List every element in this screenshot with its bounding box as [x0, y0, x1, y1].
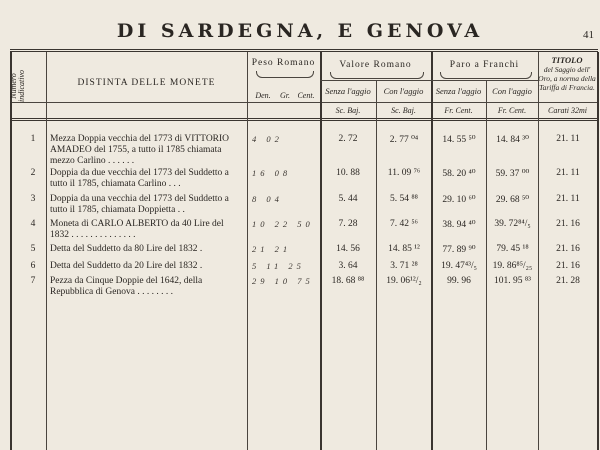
paro-senza-value: 38. 94 ⁴⁰ — [442, 220, 476, 230]
peso-romano-header: Peso Romano — [251, 58, 316, 68]
header-mid-rule — [10, 102, 598, 103]
paro-senza-value: 77. 89 ⁹⁰ — [442, 245, 476, 255]
frame-right — [597, 52, 599, 450]
peso-unit-gr: Gr. — [279, 91, 290, 100]
valore-con-value: 2. 77 ⁰⁴ — [389, 135, 419, 145]
paro-con-value: 29. 68 ⁵⁰ — [495, 195, 530, 205]
valore-con-value: 3. 71 ²⁸ — [390, 261, 418, 271]
paro-con-value: 79. 45 ¹⁸ — [496, 244, 529, 254]
coin-description: Doppia da due vecchia del 1773 del Suddetto a tutto il 1785, chiamata Carlino . . . — [50, 168, 229, 189]
numero-indicativo-header: Numero indicativo — [9, 70, 26, 102]
col-divider — [247, 52, 248, 450]
titolo-value: 21. 11 — [556, 168, 580, 178]
peso-romano-value: 29 10 75 — [252, 276, 314, 286]
header-bottom-rule — [10, 118, 598, 121]
peso-romano-value: 4 02 — [252, 134, 283, 144]
coin-description: Mezza Doppia vecchia del 1773 di VITTORIO AMADEO del 1755, a tutto il 1785 chiamata mezzo Carlino . . . . . . — [50, 134, 230, 166]
row-number: 5 — [30, 244, 36, 254]
paro-senza-value: 99. 96 — [447, 276, 471, 286]
valore-con-value: 19. 06¹²/₂ — [386, 276, 422, 286]
header-top-rule — [10, 49, 598, 52]
paro-con-value: 59. 37 ⁰⁰ — [495, 169, 530, 179]
titolo-value: 21. 11 — [556, 134, 580, 144]
titolo-value: 21. 16 — [556, 261, 580, 271]
valore-senza-value: 2. 72 — [338, 134, 358, 144]
paro-senza-header: Senza l'aggio — [435, 86, 482, 96]
valore-con-value: 7. 42 ⁵⁶ — [390, 219, 418, 229]
unit-fr-cent: Fr. Cent. — [497, 106, 527, 115]
titolo-label: TITOLO — [551, 55, 583, 65]
unit-fr-cent: Fr. Cent. — [444, 106, 473, 115]
valore-senza-value: 10. 88 — [336, 168, 360, 178]
peso-unit-den: Den. — [255, 91, 271, 100]
coin-description: Doppia da una vecchia del 1773 del Suddetto a tutto il 1785, chiamata Doppietta . . — [50, 194, 229, 215]
peso-romano-value: 10 22 50 — [252, 219, 314, 229]
peso-romano-value: 16 08 — [252, 168, 292, 178]
valore-con-value: 11. 09 ⁷⁶ — [387, 168, 421, 178]
brace — [440, 72, 532, 79]
valore-senza-value: 3. 64 — [338, 261, 358, 271]
page-number: 41 — [583, 29, 594, 41]
valore-senza-value: 18. 68 ⁸⁸ — [331, 276, 365, 286]
peso-romano-value: 5 11 25 — [252, 261, 305, 271]
coin-description: Detta del Suddetto da 80 Lire del 1832 . — [50, 244, 203, 254]
paro-con-value: 19. 86⁸⁵/₂₅ — [492, 261, 533, 271]
col-divider — [46, 52, 47, 450]
peso-romano-value: 21 21 — [252, 244, 292, 254]
valore-romano-header: Valore Romano — [339, 60, 412, 70]
titolo-text: del Saggio dell' Oro, a norma della Tariffa di Francia. — [538, 65, 596, 92]
unit-sc-baj: Sc. Baj. — [335, 106, 361, 115]
row-number: 1 — [30, 134, 36, 144]
unit-sc-baj: Sc. Baj. — [391, 106, 416, 115]
coin-description: Detta del Suddetto da 20 Lire del 1832 . — [50, 261, 203, 271]
paro-senza-value: 58. 20 ⁴⁰ — [442, 169, 476, 179]
row-number: 7 — [30, 276, 36, 286]
titolo-value: 21. 16 — [556, 219, 580, 229]
valore-senza-header: Senza l'aggio — [325, 86, 371, 96]
peso-romano-value: 8 04 — [252, 194, 283, 204]
valore-con-value: 14. 85 ¹² — [388, 244, 420, 254]
peso-unit-cent: Cent. — [297, 91, 315, 100]
page-title: DI SARDEGNA, E GENOVA — [116, 20, 484, 42]
paro-con-value: 39. 72⁸⁴/₅ — [494, 219, 531, 229]
brace — [256, 71, 314, 78]
valore-senza-value: 7. 28 — [338, 219, 358, 229]
row-number: 2 — [30, 168, 36, 178]
paro-senza-value: 14. 55 ⁵⁰ — [442, 135, 476, 145]
valore-con-header: Con l'aggio — [383, 86, 424, 96]
brace — [330, 72, 424, 79]
distinta-header: DISTINTA DELLE MONETE — [77, 78, 216, 88]
paro-con-header: Con l'aggio — [492, 86, 532, 96]
col-divider — [376, 80, 377, 450]
valore-con-value: 5. 54 ⁸⁸ — [390, 194, 418, 204]
row-number: 3 — [30, 194, 36, 204]
valore-senza-value: 5. 44 — [338, 194, 358, 204]
coin-description: Moneta di CARLO ALBERTO da 40 Lire del 1832 . . . . . . . . . . . . . . — [50, 219, 224, 240]
titolo-header — [538, 56, 596, 92]
row-number: 4 — [30, 219, 36, 229]
paro-senza-value: 29. 10 ⁶⁰ — [442, 195, 476, 205]
coin-description: Pezza da Cinque Doppie del 1642, della Repubblica di Genova . . . . . . . . — [50, 276, 203, 297]
titolo-value: 21. 28 — [556, 276, 580, 286]
unit-carati: Carati 32mi — [548, 106, 587, 115]
valore-senza-value: 14. 56 — [336, 244, 360, 254]
paro-con-value: 101. 95 ⁸³ — [493, 276, 532, 286]
row-number: 6 — [30, 261, 36, 271]
titolo-value: 21. 16 — [556, 244, 580, 254]
paro-con-value: 14. 84 ³⁰ — [496, 135, 529, 145]
paro-senza-value: 19. 47⁴³/₅ — [441, 261, 477, 271]
subheader-rule — [320, 80, 538, 81]
titolo-value: 21. 11 — [556, 194, 580, 204]
paro-franchi-header: Paro a Franchi — [449, 60, 520, 70]
